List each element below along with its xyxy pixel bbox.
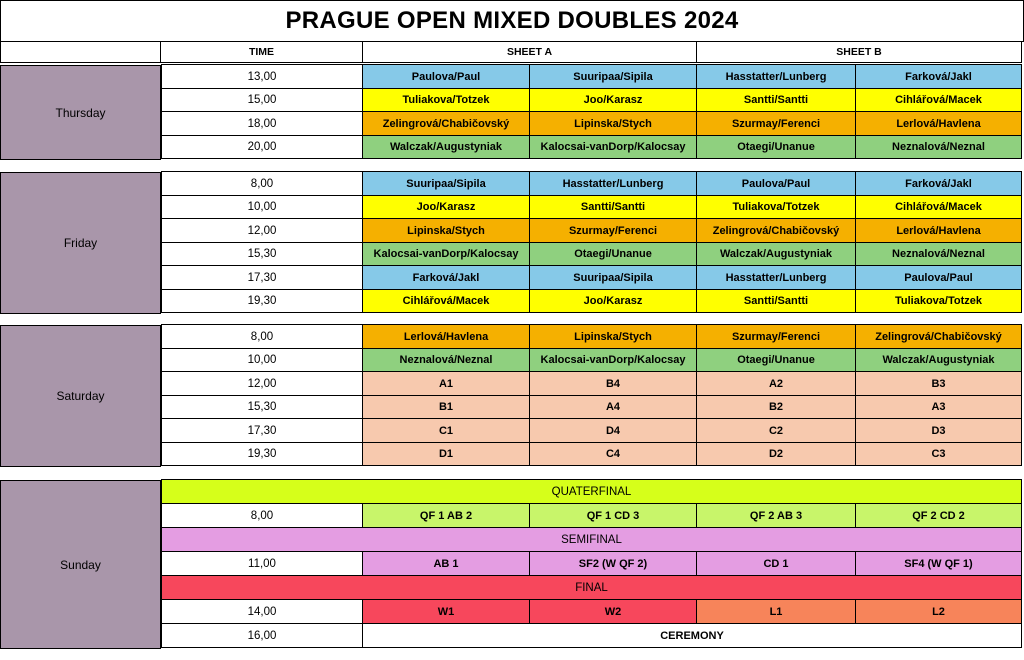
match-cell: Suuripaa/Sipila bbox=[530, 266, 697, 290]
match-cell: C1 bbox=[363, 419, 530, 443]
day-label-thursday: Thursday bbox=[0, 65, 161, 160]
match-cell: Szurmay/Ferenci bbox=[697, 112, 856, 136]
match-cell: Paulova/Paul bbox=[856, 266, 1022, 290]
match-cell: L1 bbox=[697, 600, 856, 624]
time-cell: 19,30 bbox=[161, 443, 363, 466]
time-cell: 10,00 bbox=[161, 349, 363, 372]
match-cell: W2 bbox=[530, 600, 697, 624]
match-cell: QF 1 AB 2 bbox=[363, 504, 530, 528]
header-blank bbox=[0, 41, 161, 63]
match-cell: C3 bbox=[856, 443, 1022, 466]
match-cell: Paulova/Paul bbox=[697, 172, 856, 196]
match-cell: Kalocsai-vanDorp/Kalocsay bbox=[363, 243, 530, 266]
time-cell: 8,00 bbox=[161, 504, 363, 528]
page-title: PRAGUE OPEN MIXED DOUBLES 2024 bbox=[0, 0, 1024, 42]
match-cell: A2 bbox=[697, 372, 856, 396]
day-label-sunday: Sunday bbox=[0, 480, 161, 649]
match-cell: D1 bbox=[363, 443, 530, 466]
day-label-friday: Friday bbox=[0, 172, 161, 314]
round-banner-semifinal: SEMIFINAL bbox=[161, 528, 1022, 552]
match-cell: Santti/Santti bbox=[697, 290, 856, 313]
match-cell: Kalocsai-vanDorp/Kalocsay bbox=[530, 349, 697, 372]
match-cell: Joo/Karasz bbox=[530, 290, 697, 313]
match-cell: Farková/Jakl bbox=[856, 65, 1022, 89]
match-cell: Zelingrová/Chabičovský bbox=[697, 219, 856, 243]
match-cell: B4 bbox=[530, 372, 697, 396]
match-cell: Kalocsai-vanDorp/Kalocsay bbox=[530, 136, 697, 159]
match-cell: Neznalová/Neznal bbox=[856, 136, 1022, 159]
match-cell: Otaegi/Unanue bbox=[697, 349, 856, 372]
time-cell: 10,00 bbox=[161, 196, 363, 219]
match-cell: Suuripaa/Sipila bbox=[363, 172, 530, 196]
match-cell: Walczak/Augustyniak bbox=[363, 136, 530, 159]
ceremony-cell: CEREMONY bbox=[363, 624, 1022, 648]
match-cell: Cihlářová/Macek bbox=[856, 196, 1022, 219]
time-cell: 11,00 bbox=[161, 552, 363, 576]
match-cell: D3 bbox=[856, 419, 1022, 443]
match-cell: A1 bbox=[363, 372, 530, 396]
match-cell: Farková/Jakl bbox=[856, 172, 1022, 196]
match-cell: Tuliakova/Totzek bbox=[697, 196, 856, 219]
time-cell: 20,00 bbox=[161, 136, 363, 159]
match-cell: Joo/Karasz bbox=[530, 89, 697, 112]
match-cell: L2 bbox=[856, 600, 1022, 624]
match-cell: D4 bbox=[530, 419, 697, 443]
header-sheet-a: SHEET A bbox=[363, 41, 697, 63]
time-cell: 14,00 bbox=[161, 600, 363, 624]
day-label-saturday: Saturday bbox=[0, 325, 161, 467]
time-cell: 17,30 bbox=[161, 266, 363, 290]
match-cell: SF2 (W QF 2) bbox=[530, 552, 697, 576]
round-banner-quaterfinal: QUATERFINAL bbox=[161, 480, 1022, 504]
match-cell: Otaegi/Unanue bbox=[697, 136, 856, 159]
match-cell: B2 bbox=[697, 396, 856, 419]
match-cell: Lerlová/Havlena bbox=[856, 112, 1022, 136]
match-cell: C2 bbox=[697, 419, 856, 443]
match-cell: Farková/Jakl bbox=[363, 266, 530, 290]
match-cell: Hasstatter/Lunberg bbox=[697, 266, 856, 290]
match-cell: Tuliakova/Totzek bbox=[856, 290, 1022, 313]
match-cell: C4 bbox=[530, 443, 697, 466]
match-cell: B3 bbox=[856, 372, 1022, 396]
time-cell: 15,30 bbox=[161, 396, 363, 419]
match-cell: A3 bbox=[856, 396, 1022, 419]
match-cell: Suuripaa/Sipila bbox=[530, 65, 697, 89]
match-cell: QF 2 CD 2 bbox=[856, 504, 1022, 528]
match-cell: QF 1 CD 3 bbox=[530, 504, 697, 528]
match-cell: A4 bbox=[530, 396, 697, 419]
match-cell: SF4 (W QF 1) bbox=[856, 552, 1022, 576]
time-cell: 8,00 bbox=[161, 325, 363, 349]
match-cell: Otaegi/Unanue bbox=[530, 243, 697, 266]
match-cell: CD 1 bbox=[697, 552, 856, 576]
match-cell: QF 2 AB 3 bbox=[697, 504, 856, 528]
match-cell: Cihlářová/Macek bbox=[363, 290, 530, 313]
time-cell: 8,00 bbox=[161, 172, 363, 196]
match-cell: Zelingrová/Chabičovský bbox=[363, 112, 530, 136]
match-cell: Walczak/Augustyniak bbox=[856, 349, 1022, 372]
match-cell: Lipinska/Stych bbox=[530, 112, 697, 136]
match-cell: Hasstatter/Lunberg bbox=[530, 172, 697, 196]
match-cell: Neznalová/Neznal bbox=[363, 349, 530, 372]
time-cell: 16,00 bbox=[161, 624, 363, 648]
time-cell: 17,30 bbox=[161, 419, 363, 443]
time-cell: 15,30 bbox=[161, 243, 363, 266]
match-cell: Zelingrová/Chabičovský bbox=[856, 325, 1022, 349]
time-cell: 18,00 bbox=[161, 112, 363, 136]
match-cell: AB 1 bbox=[363, 552, 530, 576]
match-cell: Szurmay/Ferenci bbox=[697, 325, 856, 349]
match-cell: Szurmay/Ferenci bbox=[530, 219, 697, 243]
match-cell: W1 bbox=[363, 600, 530, 624]
match-cell: D2 bbox=[697, 443, 856, 466]
header-time: TIME bbox=[161, 41, 363, 63]
match-cell: Cihlářová/Macek bbox=[856, 89, 1022, 112]
time-cell: 13,00 bbox=[161, 65, 363, 89]
time-cell: 19,30 bbox=[161, 290, 363, 313]
match-cell: Joo/Karasz bbox=[363, 196, 530, 219]
match-cell: Neznalová/Neznal bbox=[856, 243, 1022, 266]
match-cell: Santti/Santti bbox=[697, 89, 856, 112]
match-cell: Paulova/Paul bbox=[363, 65, 530, 89]
match-cell: Walczak/Augustyniak bbox=[697, 243, 856, 266]
time-cell: 12,00 bbox=[161, 372, 363, 396]
match-cell: B1 bbox=[363, 396, 530, 419]
time-cell: 12,00 bbox=[161, 219, 363, 243]
match-cell: Lerlová/Havlena bbox=[363, 325, 530, 349]
match-cell: Hasstatter/Lunberg bbox=[697, 65, 856, 89]
match-cell: Lipinska/Stych bbox=[530, 325, 697, 349]
round-banner-final: FINAL bbox=[161, 576, 1022, 600]
match-cell: Lipinska/Stych bbox=[363, 219, 530, 243]
match-cell: Lerlová/Havlena bbox=[856, 219, 1022, 243]
match-cell: Santti/Santti bbox=[530, 196, 697, 219]
time-cell: 15,00 bbox=[161, 89, 363, 112]
header-sheet-b: SHEET B bbox=[697, 41, 1022, 63]
match-cell: Tuliakova/Totzek bbox=[363, 89, 530, 112]
